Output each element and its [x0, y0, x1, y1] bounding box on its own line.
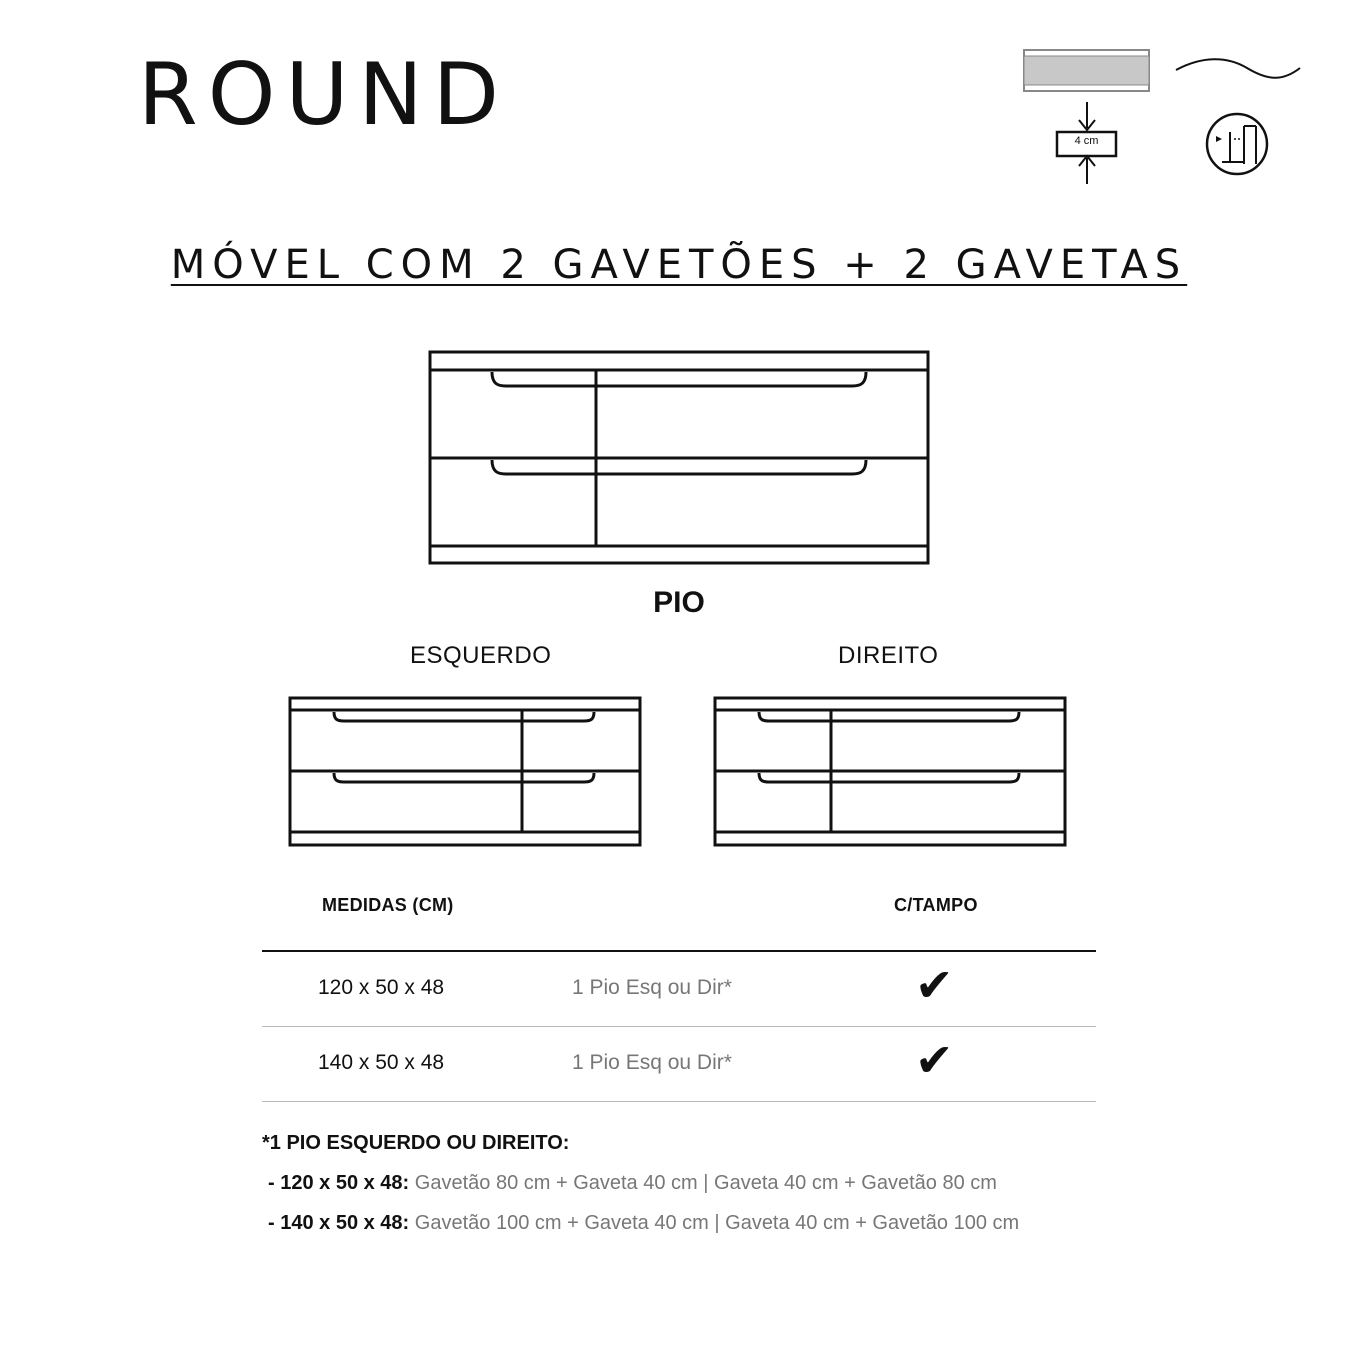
thickness-label: 4 cm	[1074, 135, 1099, 147]
pio-label: PIO	[653, 586, 705, 619]
notes-heading: *1 PIO ESQUERDO OU DIREITO:	[262, 1132, 570, 1154]
table-header-rule	[262, 950, 1096, 952]
brand-title: ROUND	[138, 45, 509, 145]
table-row-rule	[262, 1026, 1096, 1027]
check-icon: ✔	[915, 1033, 954, 1087]
row-desc: 1 Pio Esq ou Dir*	[572, 1051, 732, 1074]
check-icon: ✔	[915, 958, 954, 1012]
note-item-text: Gavetão 100 cm + Gaveta 40 cm | Gaveta 40 cm + Gavetão 100 cm	[414, 1212, 1020, 1234]
note-item	[268, 1172, 997, 1195]
surface-sample-icon	[1022, 48, 1152, 94]
note-item	[268, 1212, 1019, 1235]
wave-icon	[1172, 52, 1304, 86]
cabinet-front-drawing	[428, 350, 930, 566]
cabinet-left-drawing	[288, 696, 642, 848]
header-top: C/TAMPO	[894, 895, 978, 915]
table-row-rule	[262, 1101, 1096, 1102]
row-desc: 1 Pio Esq ou Dir*	[572, 976, 732, 999]
note-item-text: Gavetão 80 cm + Gaveta 40 cm | Gaveta 40 cm + Gavetão 80 cm	[414, 1172, 997, 1194]
note-item-label: - 140 x 50 x 48:	[268, 1212, 410, 1234]
cabinet-right-drawing	[713, 696, 1067, 848]
row-size: 140 x 50 x 48	[318, 1051, 445, 1074]
variant-left-label: ESQUERDO	[410, 642, 552, 669]
note-item-label: - 120 x 50 x 48:	[268, 1172, 410, 1194]
variant-right-label: DIREITO	[838, 642, 939, 669]
row-size: 120 x 50 x 48	[318, 976, 445, 999]
product-title: MÓVEL COM 2 GAVETÕES + 2 GAVETAS	[170, 242, 1188, 288]
wall-mount-icon	[1204, 112, 1270, 176]
header-measures: MEDIDAS (CM)	[322, 895, 454, 915]
